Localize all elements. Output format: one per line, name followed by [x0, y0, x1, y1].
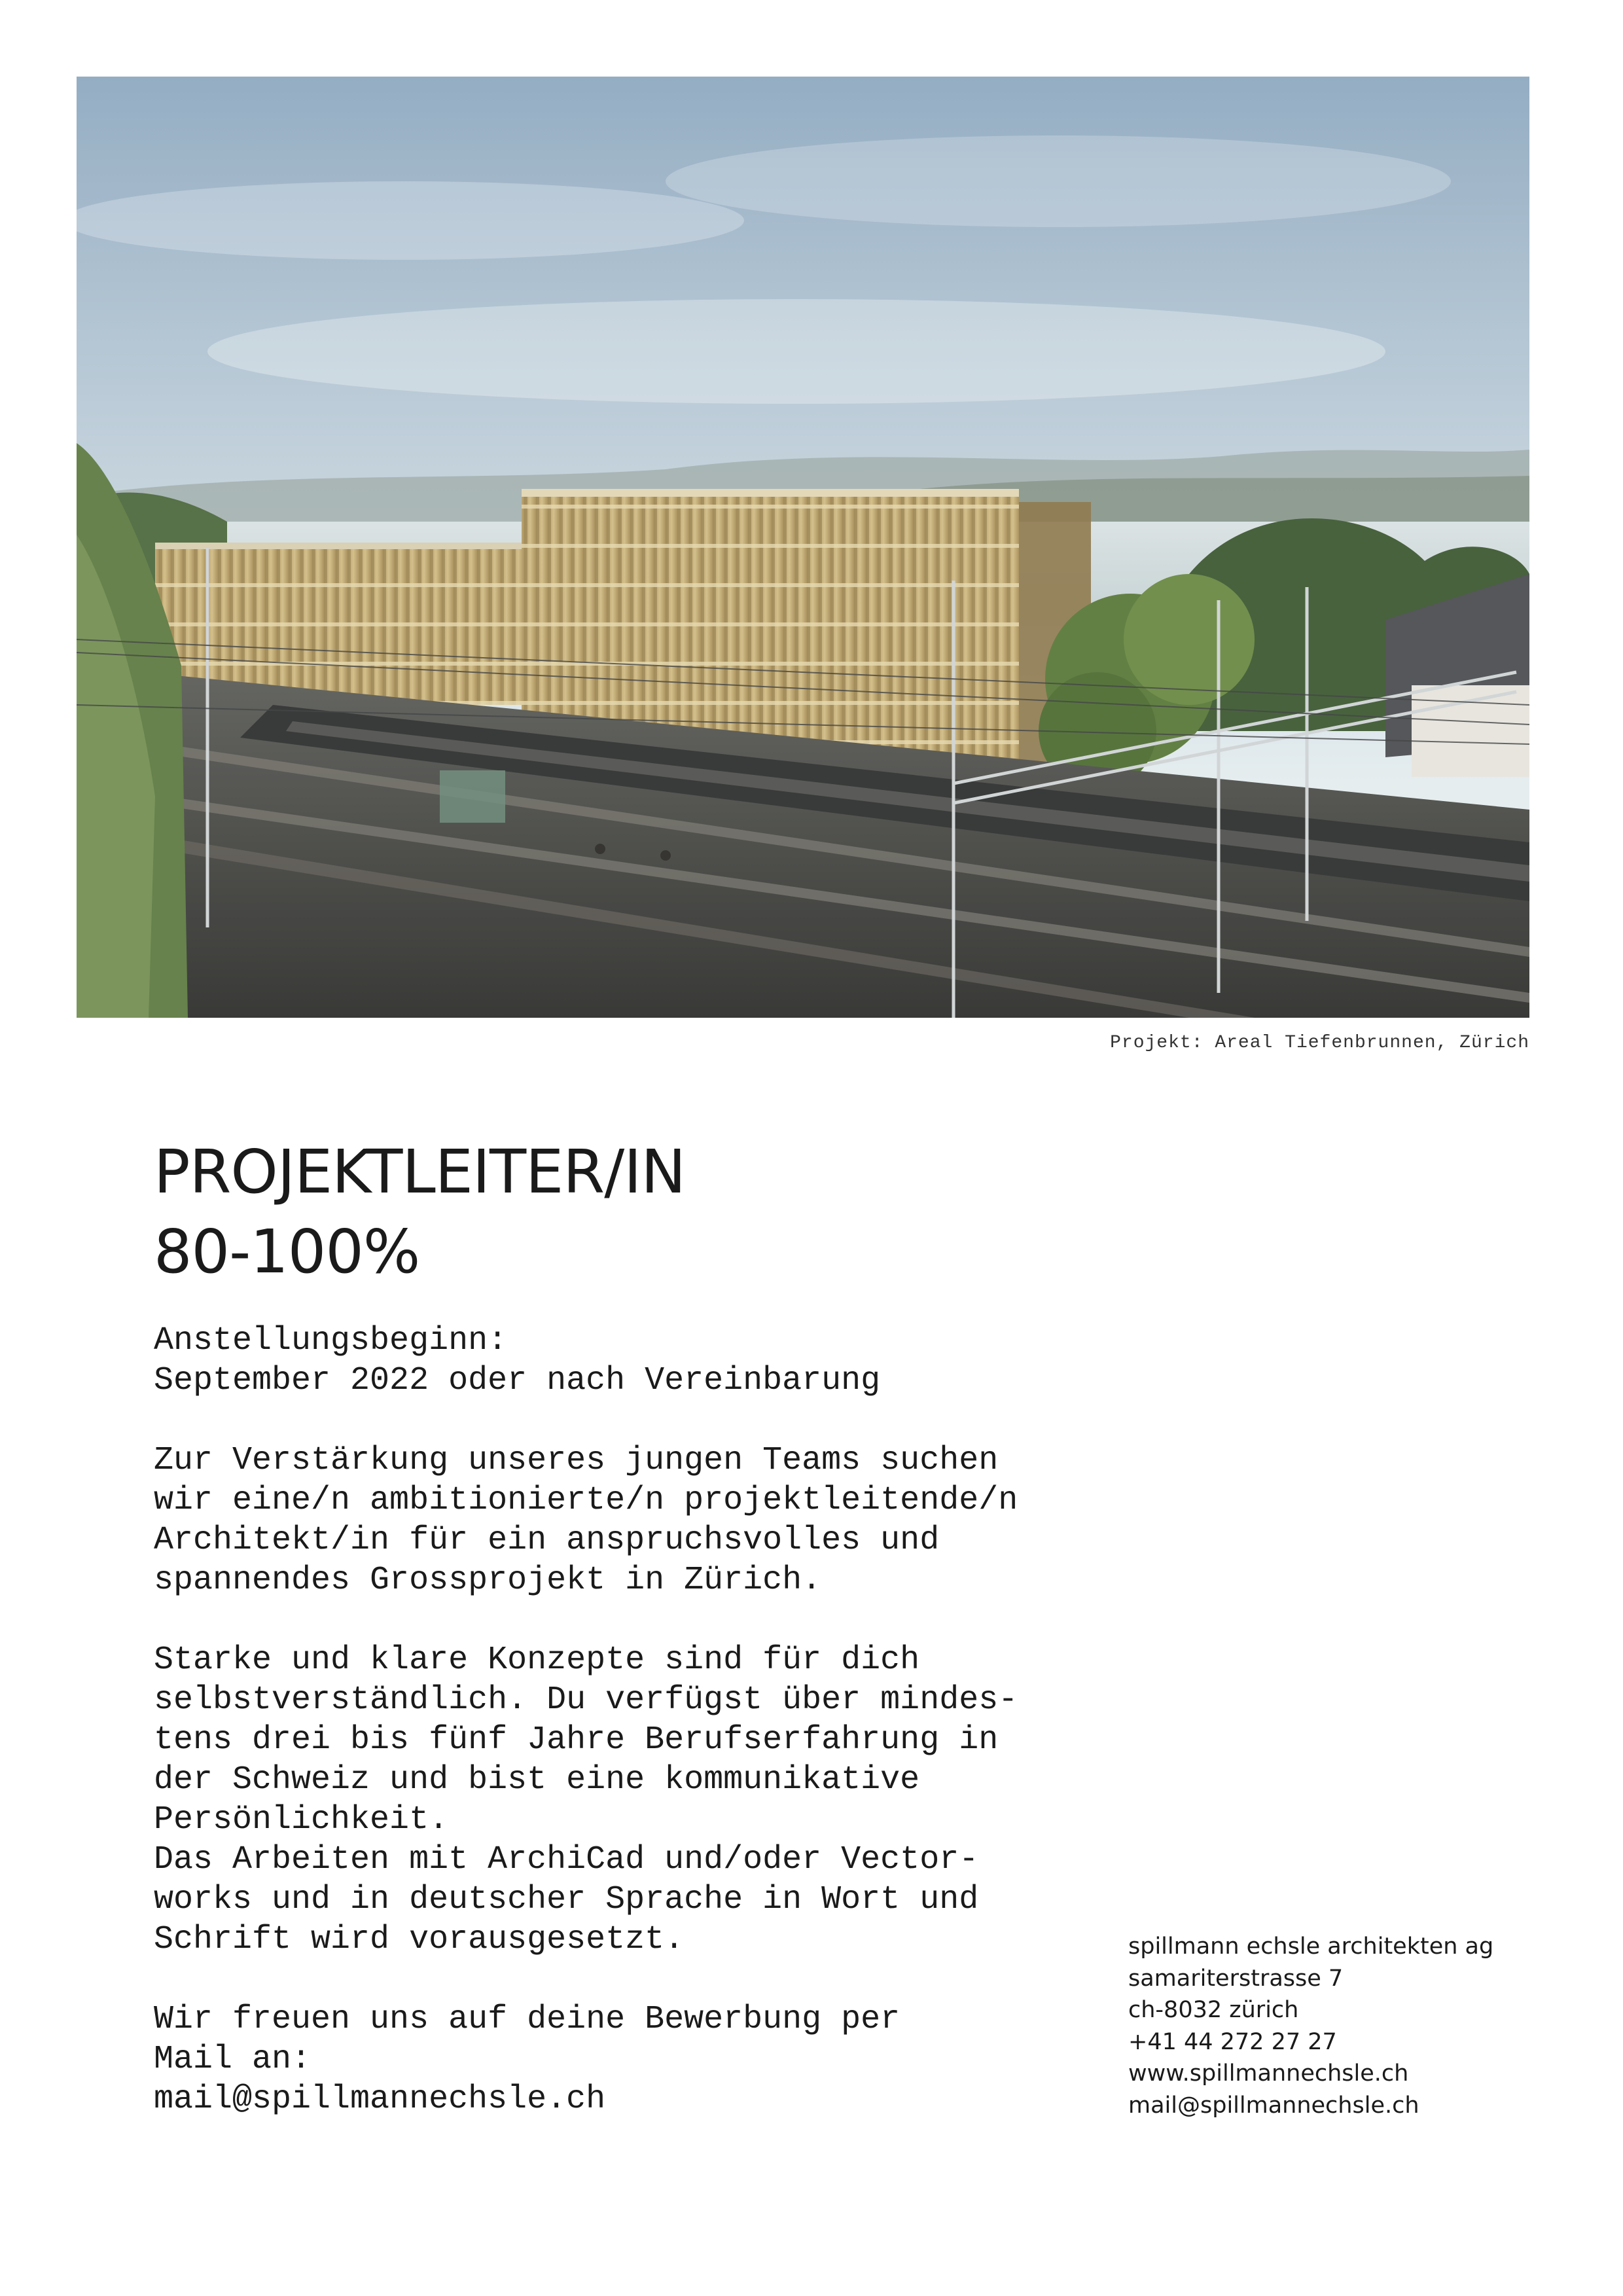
text-line: Wir freuen uns auf deine Bewerbung per — [154, 2001, 901, 2038]
company-contact-block — [1128, 1931, 1493, 2121]
job-title — [154, 1132, 685, 1292]
text-line: Architekt/in für ein anspruchsvolles und — [154, 1522, 940, 1559]
text-line: wir eine/n ambitionierte/n projektleitende/n — [154, 1482, 1018, 1519]
company-website: www.spillmannechsle.ch — [1128, 2060, 1409, 2087]
intro-paragraph — [154, 1441, 1135, 1600]
text-line: selbstverständlich. Du verfügst über mindes- — [154, 1681, 1018, 1719]
text-line: Schrift wird vorausgesetzt. — [154, 1921, 685, 1958]
company-name: spillmann echsle architekten ag — [1128, 1933, 1494, 1960]
application-email: mail@spillmannechsle.ch — [154, 2081, 606, 2118]
image-caption: Projekt: Areal Tiefenbrunnen, Zürich — [1110, 1033, 1529, 1053]
text-line: Starke und klare Konzepte sind für dich — [154, 1641, 920, 1679]
text-line: tens drei bis fünf Jahre Berufserfahrung in — [154, 1721, 999, 1759]
start-date-paragraph — [154, 1321, 1135, 1401]
application-paragraph — [154, 2000, 1135, 2119]
text-line: spannendes Grossprojekt in Zürich. — [154, 1562, 822, 1599]
text-line: Persönlichkeit. — [154, 1801, 449, 1839]
requirements-paragraph — [154, 1640, 1135, 1960]
job-title-line: PROJEKTLEITER/IN — [154, 1137, 686, 1207]
project-rendering-image — [77, 77, 1529, 1018]
start-date-label: Anstellungsbeginn: — [154, 1322, 508, 1359]
text-line: der Schweiz und bist eine kommunikative — [154, 1761, 920, 1799]
text-line: works und in deutscher Sprache in Wort und — [154, 1881, 979, 1918]
company-street: samariterstrasse 7 — [1128, 1965, 1344, 1992]
text-line: Das Arbeiten mit ArchiCad und/oder Vector- — [154, 1841, 979, 1878]
job-workload: 80-100% — [154, 1217, 420, 1287]
company-phone: +41 44 272 27 27 — [1128, 2028, 1337, 2055]
job-description — [154, 1321, 1135, 2119]
start-date-value: September 2022 oder nach Vereinbarung — [154, 1362, 881, 1399]
company-email: mail@spillmannechsle.ch — [1128, 2092, 1419, 2119]
text-line: Zur Verstärkung unseres jungen Teams suchen — [154, 1442, 999, 1479]
text-line: Mail an: — [154, 2041, 312, 2078]
company-city: ch-8032 zürich — [1128, 1997, 1299, 2023]
